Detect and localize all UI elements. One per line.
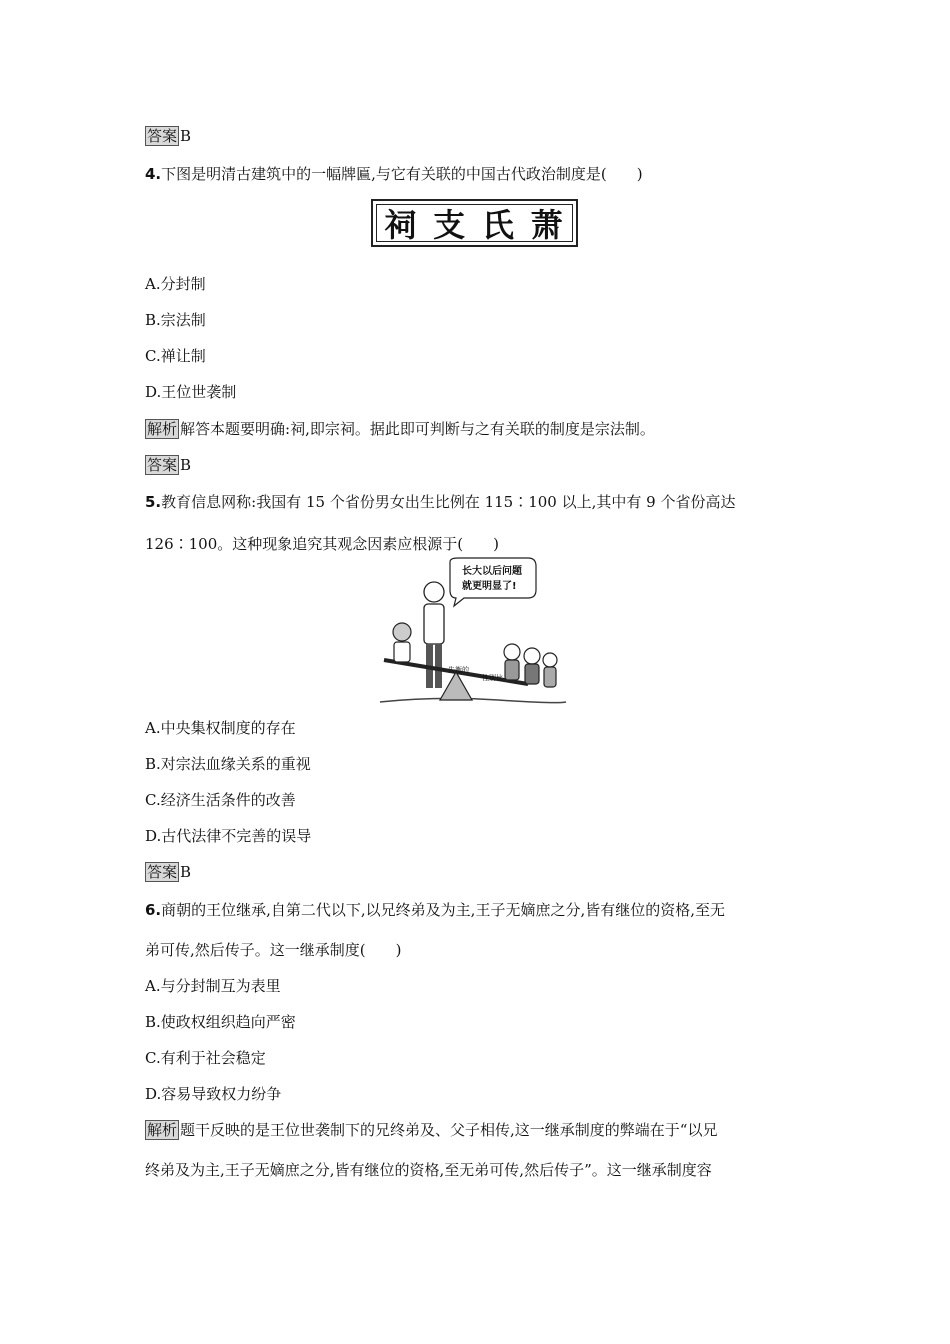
answer-line <box>145 126 191 146</box>
beam-label-1: 失衡的 <box>448 666 469 674</box>
plaque-image <box>371 199 578 247</box>
option-c: C.禅让制 <box>145 347 206 365</box>
question-text: 教育信息网称:我国有 15 个省份男女出生比例在 115∶100 以上,其中有 9 个省份高达 <box>161 493 736 511</box>
analysis-tag: 解析 <box>147 1121 178 1139</box>
analysis-tag: 解析 <box>147 420 178 438</box>
option-a: A.分封制 <box>145 275 206 293</box>
option-d: D.容易导致权力纷争 <box>145 1085 282 1103</box>
cartoon-image <box>378 556 568 706</box>
plaque-char: 支 <box>433 206 468 244</box>
analysis-text: 解答本题要明确:祠,即宗祠。据此即可判断与之有关联的制度是宗法制。 <box>180 420 655 438</box>
bubble-text-2: 就更明显了! <box>462 581 517 592</box>
answer-tag: 答案 <box>147 127 178 145</box>
analysis-line <box>145 419 655 439</box>
question-5-stem-cont: 126∶100。这种现象追究其观念因素应根源于( ) <box>145 535 499 553</box>
option-c: C.有利于社会稳定 <box>145 1049 266 1067</box>
option-b: B.对宗法血缘关系的重视 <box>145 755 311 773</box>
analysis-line <box>145 1120 717 1140</box>
question-text: 下图是明清古建筑中的一幅牌匾,与它有关联的中国古代政治制度是( ) <box>161 165 643 183</box>
answer-value: B <box>180 127 192 145</box>
option-b: B.宗法制 <box>145 311 206 329</box>
plaque-char: 祠 <box>384 206 419 244</box>
beam-label-2: 性别比 <box>482 674 503 682</box>
answer-line <box>145 455 191 475</box>
question-6-stem-cont: 弟可传,然后传子。这一继承制度( ) <box>145 941 402 959</box>
option-d: D.古代法律不完善的误导 <box>145 827 312 845</box>
answer-value: B <box>180 456 192 474</box>
option-b: B.使政权组织趋向严密 <box>145 1013 296 1031</box>
question-text: 商朝的王位继承,自第二代以下,以兄终弟及为主,王子无嫡庶之分,皆有继位的资格,至无 <box>161 901 725 919</box>
question-number: 4. <box>145 165 162 183</box>
question-6-stem <box>145 900 725 920</box>
question-4-stem <box>145 164 643 184</box>
analysis-text-cont: 终弟及为主,王子无嫡庶之分,皆有继位的资格,至无弟可传,然后传子”。这一继承制度容 <box>145 1161 712 1179</box>
option-d: D.王位世袭制 <box>145 383 237 401</box>
question-number: 5. <box>145 493 162 511</box>
plaque-char: 萧 <box>530 206 565 244</box>
option-a: A.与分封制互为表里 <box>145 977 281 995</box>
analysis-text: 题干反映的是王位世袭制下的兄终弟及、父子相传,这一继承制度的弊端在于“以兄 <box>180 1121 718 1139</box>
option-a: A.中央集权制度的存在 <box>145 719 296 737</box>
plaque-char: 氏 <box>481 206 516 244</box>
question-number: 6. <box>145 901 162 919</box>
bubble-text-1: 长大以后问题 <box>462 566 522 577</box>
option-c: C.经济生活条件的改善 <box>145 791 296 809</box>
answer-tag: 答案 <box>147 456 178 474</box>
answer-value: B <box>180 863 192 881</box>
answer-line <box>145 862 191 882</box>
answer-tag: 答案 <box>147 863 178 881</box>
question-5-stem <box>145 492 735 512</box>
